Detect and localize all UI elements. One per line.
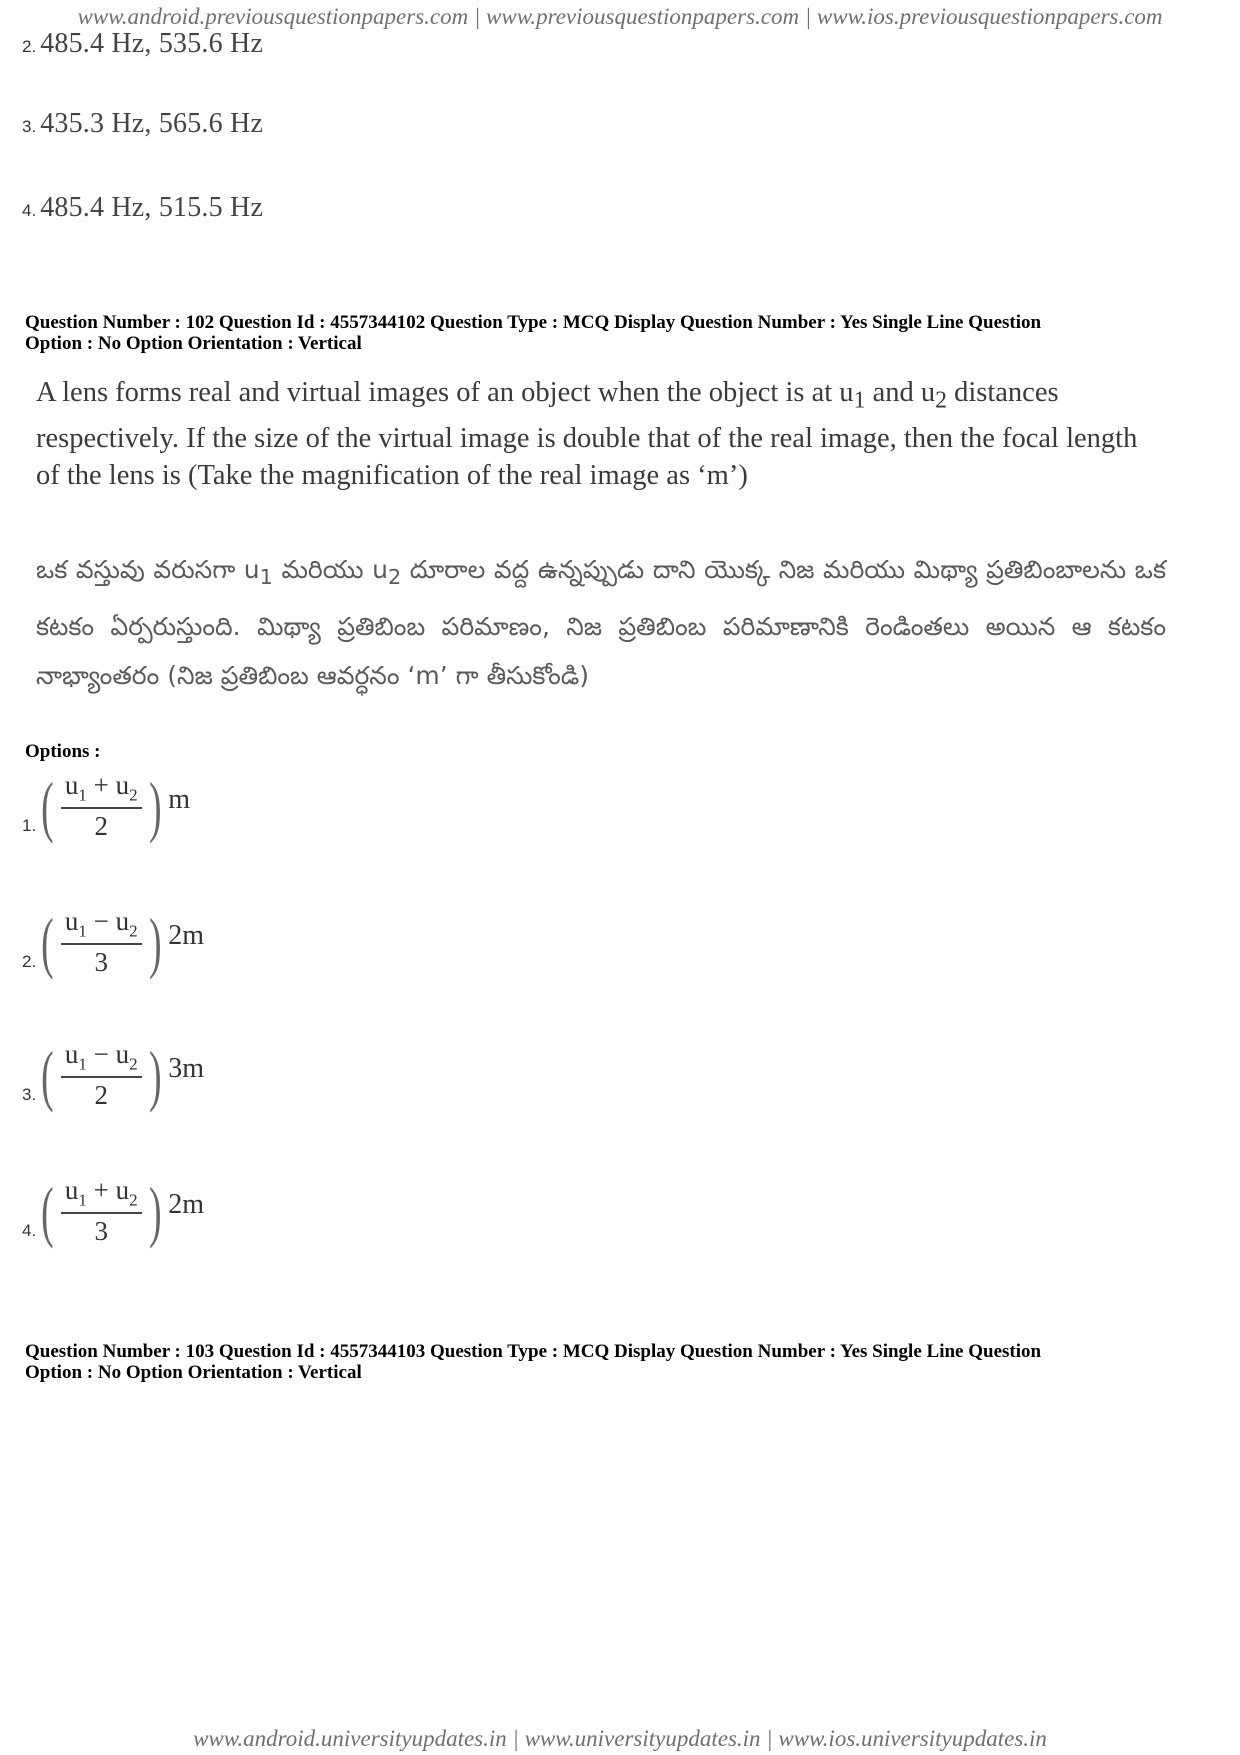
option-suffix: 2m [168,920,205,951]
subscript-2: 2 [935,387,947,414]
option-number: 3. [22,117,37,136]
numerator: $u_1 + u_2$ [61,1175,142,1214]
option-suffix: 3m [168,1053,205,1084]
q102-meta [25,312,1215,354]
right-paren: ) [148,768,162,845]
prev-option-2 [22,28,263,60]
q102-option-4 [22,1173,205,1250]
subscript-1: 1 [853,387,866,414]
option-text: 485.4 Hz, 535.6 Hz [40,28,264,59]
q102-telugu-text [36,545,1166,700]
q102-option-1 [22,768,191,845]
denominator: 3 [94,947,108,978]
q102-option-2 [22,904,205,981]
option-number: 1. [22,816,37,836]
fraction [61,906,142,978]
option-suffix: m [168,784,191,815]
option-number: 3. [22,1085,37,1105]
q103-meta-line1: Question Number : 103 Question Id : 4557344103 Question Type : MCQ Display Question Number : Yes Single Line Question [25,1341,1042,1362]
left-paren: ( [41,1037,54,1114]
left-paren: ( [41,768,54,845]
denominator: 3 [94,1216,108,1247]
fraction [61,1175,142,1247]
option-text: 485.4 Hz, 515.5 Hz [40,192,264,223]
english-text-part: and u [865,377,936,408]
option-number: 2. [22,952,37,972]
left-paren: ( [41,1173,54,1250]
telugu-text-part: మరియు u [272,555,388,584]
q102-english-text [36,374,1156,494]
footer-url-line: www.android.universityupdates.in | www.universityupdates.in | www.ios.universityupdates.in [193,1726,1047,1751]
denominator: 2 [94,1080,108,1111]
q103-meta [25,1341,1215,1383]
numerator: $u_1 - u_2$ [61,906,142,945]
fraction [61,1039,142,1111]
subscript-1: 1 [259,565,273,589]
prev-option-3 [22,108,263,140]
option-number: 4. [22,1221,37,1241]
denominator: 2 [94,811,108,842]
q102-meta-line2: Option : No Option Orientation : Vertical [25,333,362,354]
telugu-text-part: దూరాల వద్ద ఉన్నప్పుడు దాని యొక్క నిజ మరియు మిథ్యా ప్రతిబింబాలను ఒక కటకం ఏర్పరుస్తుంది. మిథ్యా ప్రతిబింబ పరిమాణం, నిజ ప్రతిబింబ పరిమాణానికి రెండింతలు అయిన ఆ కటకం నాభ్యాంతరం (నిజ ప్రతిబింబ ఆవర్ధనం ‘m’ గా తీసుకోండి) [36,555,1166,690]
right-paren: ) [148,904,162,981]
option-number: 2. [22,37,37,56]
telugu-text-part: ఒక వస్తువు వరుసగా u [36,555,260,584]
options-label: Options : [25,741,101,762]
right-paren: ) [148,1173,162,1250]
option-suffix: 2m [168,1189,205,1220]
numerator: $u_1 - u_2$ [61,1039,142,1078]
prev-option-4 [22,192,263,224]
left-paren: ( [41,904,54,981]
header-url-line: www.android.previousquestionpapers.com | www.previousquestionpapers.com | www.ios.previousquestionpapers.com [77,4,1163,29]
q102-meta-line1: Question Number : 102 Question Id : 4557344102 Question Type : MCQ Display Question Number : Yes Single Line Question [25,312,1042,333]
fraction [61,770,142,842]
english-text-part: A lens forms real and virtual images of an object when the object is at u [36,377,854,408]
q102-option-3 [22,1037,205,1114]
numerator: $u_1 + u_2$ [61,770,142,809]
option-number: 4. [22,201,37,220]
right-paren: ) [148,1037,162,1114]
english-text-part: distances respectively. If the size of the virtual image is double that of the real image, then the focal length of the lens is (Take the magnification of the real image as ‘m’) [36,377,1138,491]
q103-meta-line2: Option : No Option Orientation : Vertical [25,1362,362,1383]
option-text: 435.3 Hz, 565.6 Hz [40,108,264,139]
subscript-2: 2 [387,565,402,589]
